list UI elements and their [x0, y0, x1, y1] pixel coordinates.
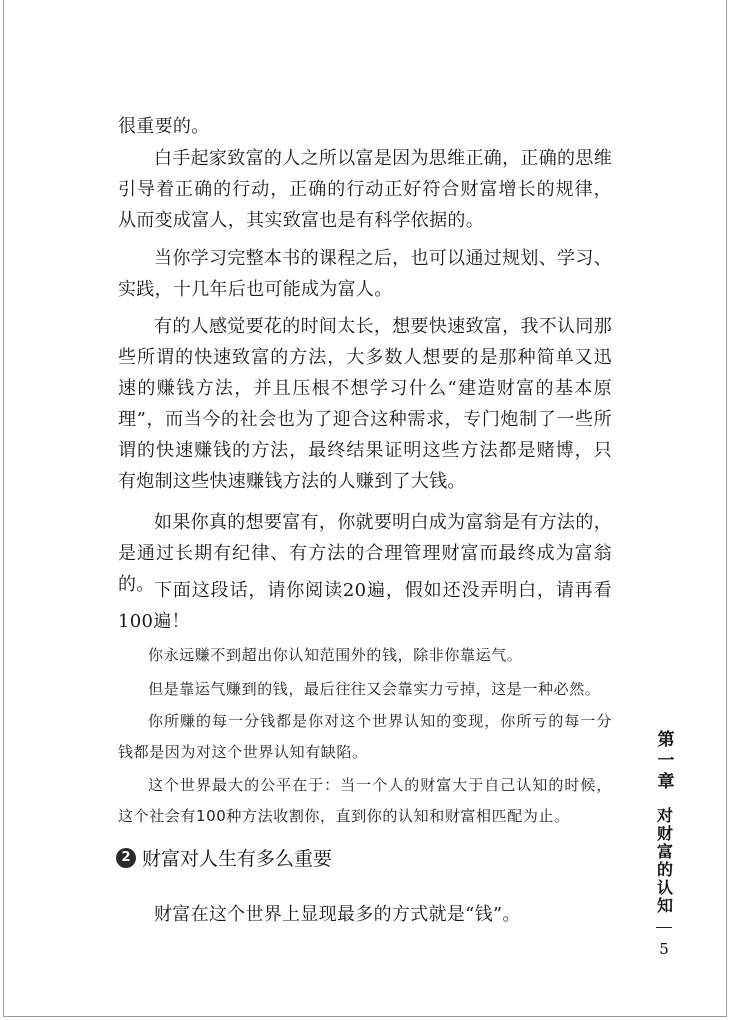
- paragraph-read-instruction: 下面这段话，请你阅读20遍，假如还没弄明白，请再看100遍！: [118, 580, 612, 632]
- paragraph-study-plan: 当你学习完整本书的课程之后，也可以通过规划、学习、实践，十几年后也可能成为富人。: [118, 248, 612, 300]
- quote-line-4: 这个世界最大的公平在于：当一个人的财富大于自己认知的时候，这个社会有100种方法收割你，直到你的认知和财富相匹配为止。: [118, 776, 612, 825]
- paragraph-discipline: 如果你真的想要富有，你就要明白成为富翁是有方法的，是通过长期有纪律、有方法的合理管理财富而最终成为富翁的。: [118, 512, 612, 595]
- side-divider: [656, 927, 672, 928]
- page-number: 5: [659, 940, 669, 958]
- section-paragraph: 财富在这个世界上显现最多的方式就是“钱”。: [154, 904, 521, 925]
- chapter-title: 对财富的认知: [654, 807, 674, 915]
- chapter-label: 第一章: [653, 730, 674, 793]
- paragraph-quick-wealth: 有的人感觉要花的时间太长，想要快速致富，我不认同那些所谓的快速致富的方法，大多数人想要的是那种简单又迅速的赚钱方法，并且压根不想学习什么“建造财富的基本原理”，而当今的社会也为了迎合这种需求，专门炮制了一些所谓的快速赚钱的方法，最终结果证明这些方法都是赌博，只有炮制这些快速赚钱方法的人赚到了大钱。: [118, 316, 612, 492]
- quote-line-3: 你所赚的每一分钱都是你对这个世界认知的变现，你所亏的每一分钱都是因为对这个世界认知有缺陷。: [118, 712, 612, 761]
- section-number-badge: 2: [116, 848, 136, 868]
- chapter-side-tab: [649, 730, 679, 958]
- quote-line-1: 你永远赚不到超出你认知范围外的钱，除非你靠运气。: [148, 646, 523, 664]
- paragraph-thinking: 白手起家致富的人之所以富是因为思维正确，正确的思维引导着正确的行动，正确的行动正好符合财富增长的规律，从而变成富人，其实致富也是有科学依据的。: [118, 148, 612, 231]
- quote-line-2: 但是靠运气赚到的钱，最后往往又会靠实力亏掉，这是一种必然。: [148, 680, 601, 698]
- section-title: 财富对人生有多么重要: [142, 848, 333, 870]
- section-heading: [116, 844, 332, 871]
- paragraph-continuation: 很重要的。: [118, 116, 210, 137]
